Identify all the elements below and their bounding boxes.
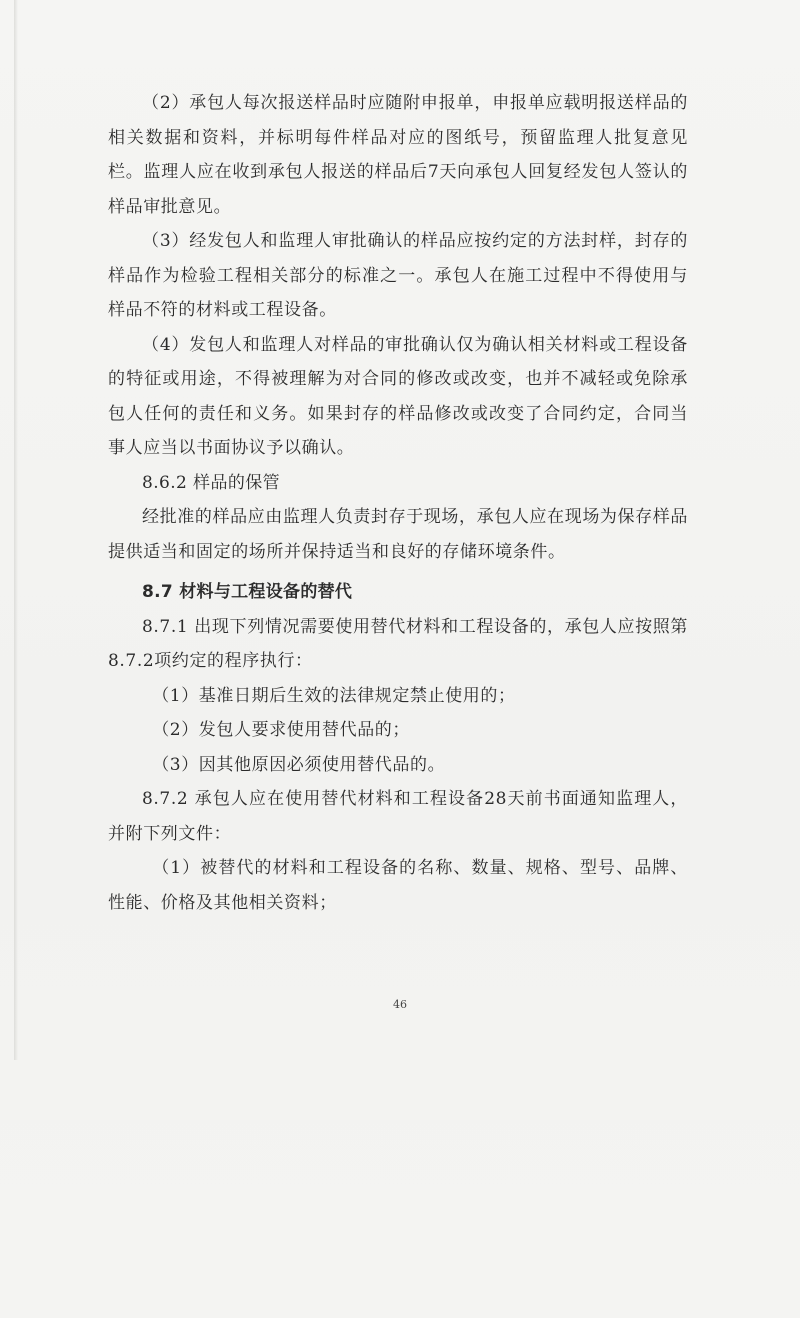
page-number: 46 xyxy=(393,998,407,1011)
subheading-8-6-2: 8.6.2 样品的保管 xyxy=(142,472,281,493)
paragraph-sample-approval-scope: （4）发包人和监理人对样品的审批确认仅为确认相关材料或工程设备的特征或用途，不得被理解为对合同的修改或改变，也并不减轻或免除承包人任何的责任和义务。如果封存的样品修改或改变了合同约定，合同当事人应当以书面协议予以确认。 xyxy=(108,334,688,458)
paragraph-8-7-2: 8.7.2 承包人应在使用替代材料和工程设备28天前书面通知监理人，并附下列文件： xyxy=(108,789,688,844)
paragraph-sample-submission: （2）承包人每次报送样品时应随附申报单，申报单应载明报送样品的相关数据和资料，并标明每件样品对应的图纸号，预留监理人批复意见栏。监理人应在收到承包人报送的样品后7天向承包人回复经发包人签认的样品审批意见。 xyxy=(108,93,688,217)
section-heading-8-7: 8.7 材料与工程设备的替代 xyxy=(142,582,353,602)
paragraph-sample-sealing: （3）经发包人和监理人审批确认的样品应按约定的方法封样，封存的样品作为检验工程相关部分的标准之一。承包人在施工过程中不得使用与样品不符的材料或工程设备。 xyxy=(108,231,688,320)
document-body xyxy=(108,86,688,920)
paragraph-sample-storage: 经批准的样品应由监理人负责封存于现场，承包人应在现场为保存样品提供适当和固定的场所并保持适当和良好的存储环境条件。 xyxy=(108,507,688,562)
list-item-1: （1）基准日期后生效的法律规定禁止使用的； xyxy=(152,685,516,706)
page-edge-shadow xyxy=(14,0,18,1060)
list-item-3: （3）因其他原因必须使用替代品的。 xyxy=(152,754,446,775)
list-item-substitute-docs: （1）被替代的材料和工程设备的名称、数量、规格、型号、品牌、性能、价格及其他相关资料； xyxy=(108,858,688,913)
list-item-2: （2）发包人要求使用替代品的； xyxy=(152,720,411,740)
paragraph-8-7-1: 8.7.1 出现下列情况需要使用替代材料和工程设备的，承包人应按照第8.7.2项约定的程序执行： xyxy=(108,616,688,671)
